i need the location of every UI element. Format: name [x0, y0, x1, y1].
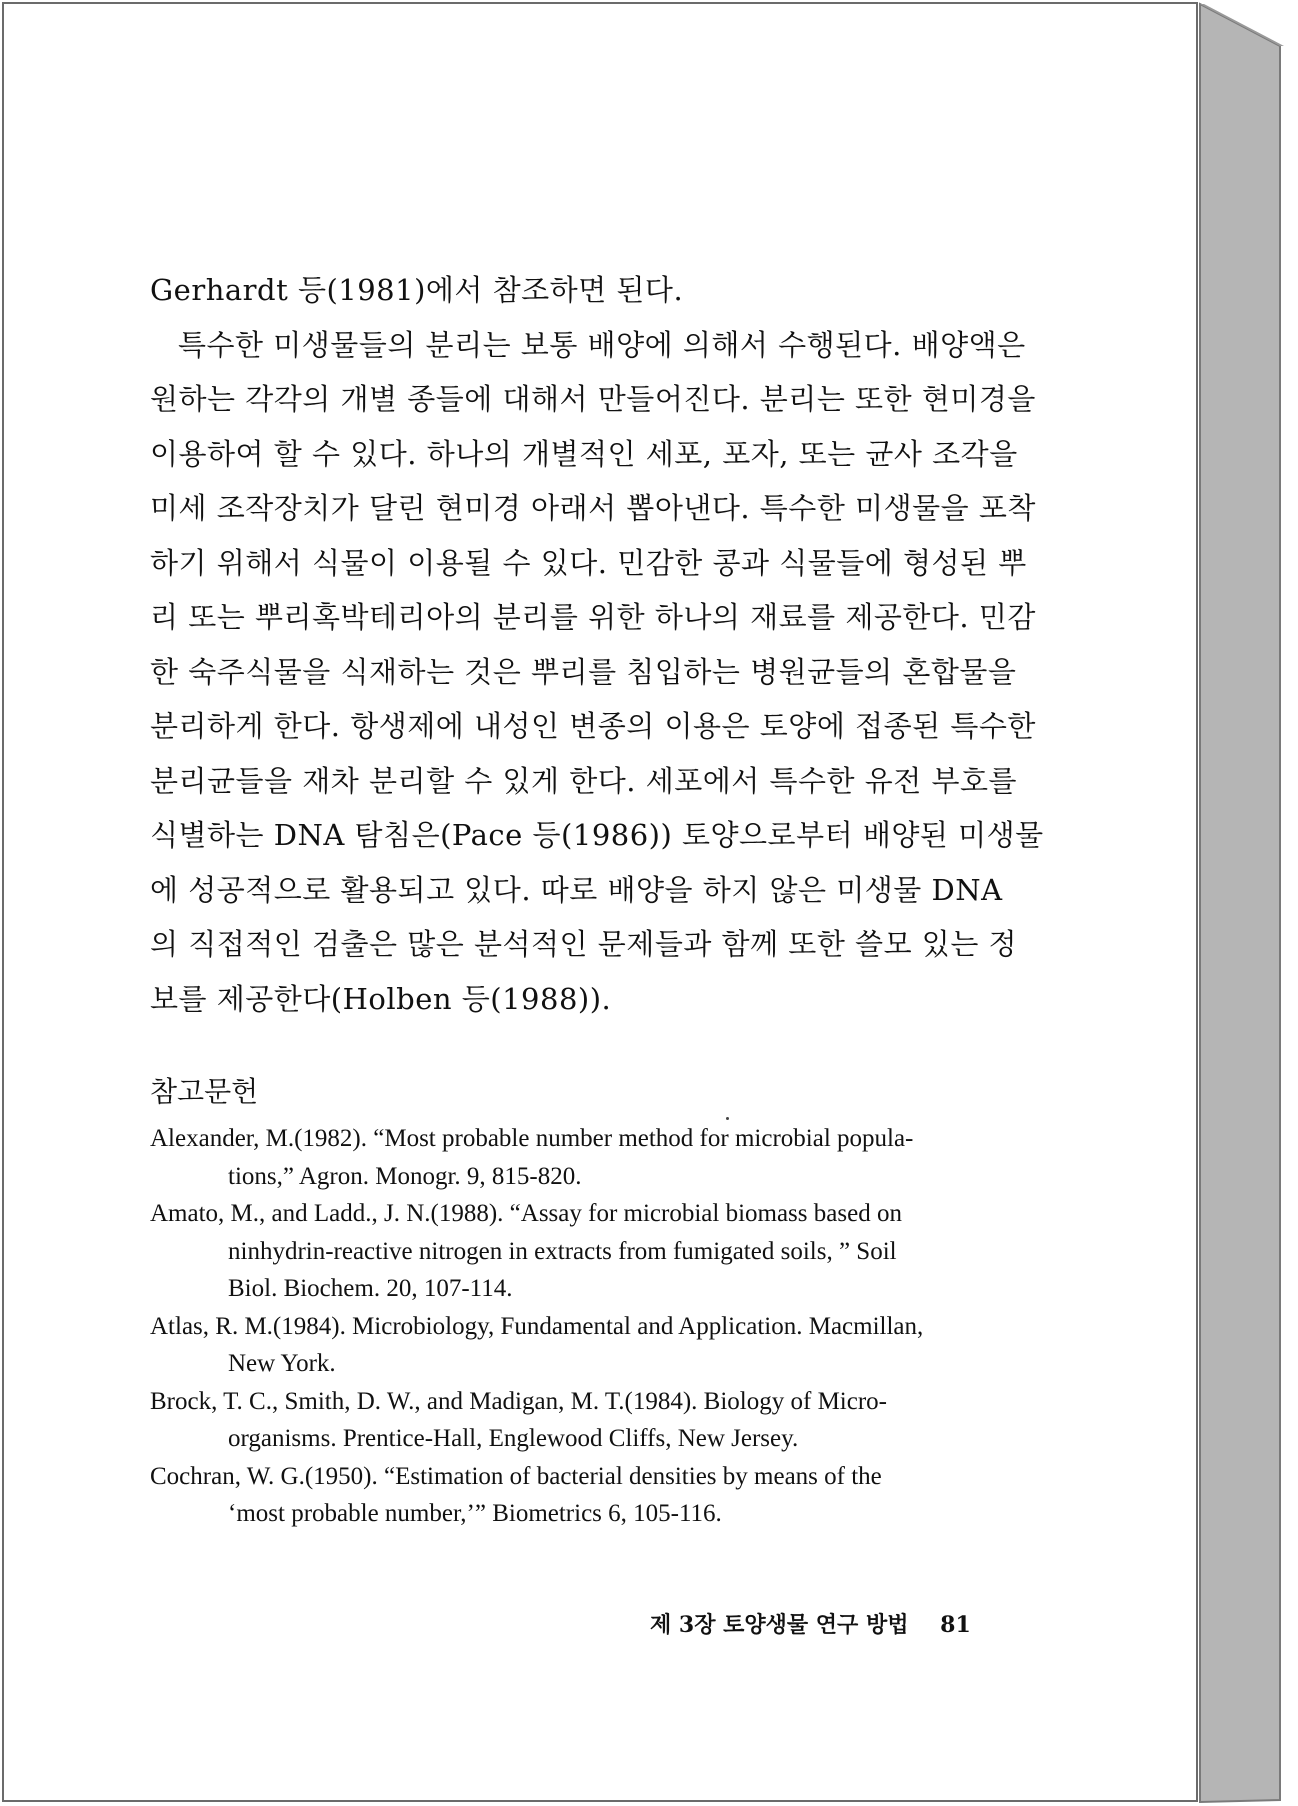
reference-entry: Alexander, M.(1982). “Most probable number method for microbial popula- — [150, 1125, 914, 1152]
body-line: 특수한 미생물들의 분리는 보통 배양에 의해서 수행된다. 배양액은 — [178, 327, 1026, 362]
page-number: 81 — [940, 1612, 971, 1638]
chapter-title: 제 3장 토양생물 연구 방법 — [650, 1612, 909, 1638]
reference-continuation: New York. — [228, 1350, 336, 1377]
reference-entry: Cochran, W. G.(1950). “Estimation of bacterial densities by means of the — [150, 1462, 882, 1490]
reference-continuation: ‘most probable number,’” Biometrics 6, 105-116. — [228, 1500, 722, 1527]
body-line: 의 직접적인 검출은 많은 분석적인 문제들과 함께 또한 쓸모 있는 정 — [150, 927, 1018, 961]
reference-continuation: ninhydrin-reactive nitrogen in extracts from fumigated soils, ” Soil — [228, 1237, 897, 1265]
body-line: 이용하여 할 수 있다. 하나의 개별적인 세포, 포자, 또는 균사 조각을 — [150, 436, 1018, 471]
body-line: 분리균들을 재차 분리할 수 있게 한다. 세포에서 특수한 유전 부호를 — [150, 763, 1018, 798]
body-line: Gerhardt 등(1981)에서 참조하면 된다. — [150, 273, 684, 307]
reference-continuation: Biol. Biochem. 20, 107-114. — [228, 1275, 513, 1302]
body-line: 원하는 각각의 개별 종들에 대해서 만들어진다. 분리는 또한 현미경을 — [150, 382, 1036, 416]
page-footer — [650, 1608, 971, 1639]
reference-entry: Atlas, R. M.(1984). Microbiology, Fundamental and Application. Macmillan, — [150, 1312, 924, 1340]
references-heading: 참고문헌 — [150, 1075, 259, 1108]
body-line: 보를 제공한다(Holben 등(1988)). — [150, 981, 612, 1016]
stray-mark — [726, 1117, 729, 1120]
body-line: 에 성공적으로 활용되고 있다. 따로 배양을 하지 않은 미생물 DNA — [150, 872, 1003, 907]
body-line: 리 또는 뿌리혹박테리아의 분리를 위한 하나의 재료를 제공한다. 민감 — [150, 600, 1036, 634]
reference-entry: Brock, T. C., Smith, D. W., and Madigan, M. T.(1984). Biology of Micro- — [150, 1387, 887, 1415]
body-line: 분리하게 한다. 항생제에 내성인 변종의 이용은 토양에 접종된 특수한 — [150, 709, 1036, 743]
body-line: 식별하는 DNA 탐침은(Pace 등(1986)) 토양으로부터 배양된 미생물 — [150, 818, 1044, 852]
body-line: 하기 위해서 식물이 이용될 수 있다. 민감한 콩과 식물들에 형성된 뿌 — [150, 545, 1027, 580]
body-line: 미세 조작장치가 달린 현미경 아래서 뽑아낸다. 특수한 미생물을 포착 — [150, 491, 1036, 525]
body-line: 한 숙주식물을 식재하는 것은 뿌리를 침입하는 병원균들의 혼합물을 — [150, 654, 1017, 689]
reference-continuation: organisms. Prentice-Hall, Englewood Cliffs, New Jersey. — [228, 1425, 799, 1452]
reference-continuation: tions,” Agron. Monogr. 9, 815-820. — [228, 1162, 582, 1190]
reference-entry: Amato, M., and Ladd., J. N.(1988). “Assay for microbial biomass based on — [150, 1200, 902, 1227]
